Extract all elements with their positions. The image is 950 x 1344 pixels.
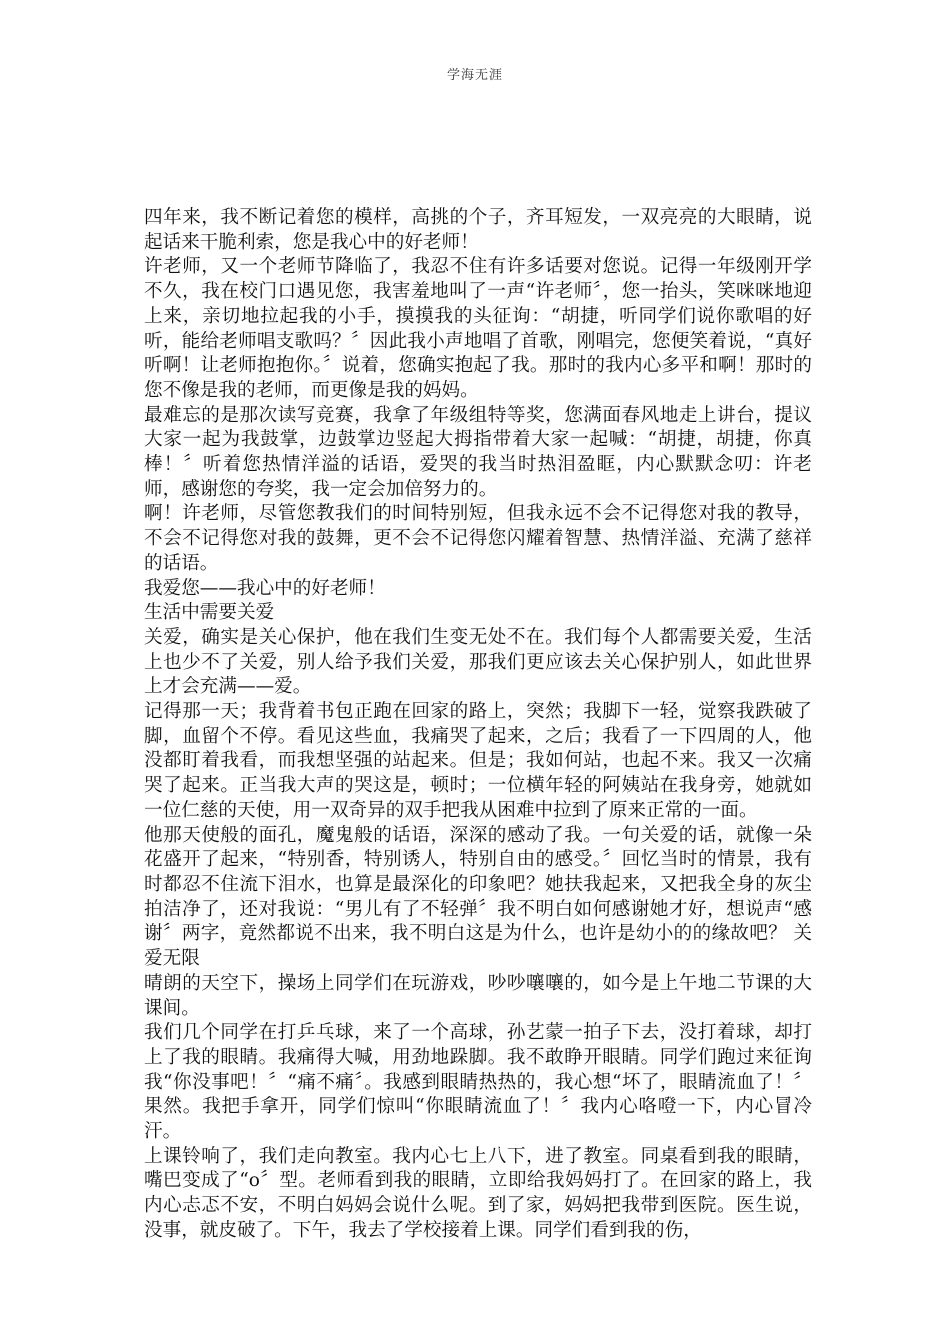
paragraph: 记得那一天；我背着书包正跑在回家的路上，突然；我脚下一轻，觉察我跌破了脚，血留个不停。看见这些血，我痛哭了起来，之后；我看了一下四周的人，他没都盯着我看，而我想坚强的站起来。但是；我如何站，也起不来。我又一次痛哭了起来。正当我大声的哭这是，顿时；一位横年轻的阿姨站在我身旁，她就如一位仁慈的天使，用一双奇异的双手把我从困难中拉到了原来正常的一面。	[144, 701, 812, 821]
paragraph: 许老师，又一个老师节降临了，我忍不住有许多话要对您说。记得一年级刚开学不久，我在校门口遇见您，我害羞地叫了一声“许老师〞，您一抬头，笑咪咪地迎上来，亲切地拉起我的小手，摸摸我的头征询：“胡捷，听同学们说你歌唱的好听，能给老师唱支歌吗？〞因此我小声地唱了首歌，刚唱完，您便笑着说，“真好听啊！让老师抱抱你。〞说着，您确实抱起了我。那时的我内心多平和啊！那时的您不像是我的老师，而更像是我的妈妈。	[144, 256, 812, 401]
paragraph: 关爱，确实是关心保护，他在我们生变无处不在。我们每个人都需要关爱，生活上也少不了关爱，别人给予我们关爱，那我们更应该去关心保护别人，如此世界上才会充满——爱。	[144, 626, 812, 698]
document-body	[144, 206, 812, 1244]
paragraph: 四年来，我不断记着您的模样，高挑的个子，齐耳短发，一双亮亮的大眼睛，说起话来干脆利索，您是我心中的好老师！	[144, 207, 812, 253]
page-header: 学海无涯	[446, 68, 503, 83]
paragraph: 最难忘的是那次读写竞赛，我拿了年级组特等奖，您满面春风地走上讲台，提议大家一起为我鼓掌，边鼓掌边竖起大拇指带着大家一起喊：“胡捷，胡捷，你真棒！〞听着您热情洋溢的话语，爱哭的我当时热泪盈眶，内心默默念叨：许老师，感谢您的夸奖，我一定会加倍努力的。	[144, 404, 812, 500]
paragraph: 他那天使般的面孔，魔鬼般的话语，深深的感动了我。一句关爱的话，就像一朵花盛开了起来，“特别香，特别诱人，特别自由的感受。〞回忆当时的情景，我有时都忍不住流下泪水，也算是最深化的印象吧？她扶我起来，又把我全身的灰尘拍洁净了，还对我说：“男儿有了不轻弹〞我不明白如何感谢她才好，想说声“感谢〞两字，竟然都说不出来，我不明白这是为什么，也许是幼小的的缘故吧？ 关爱无限	[144, 824, 812, 970]
paragraph: 啊！许老师，尽管您教我们的时间特别短，但我永远不会不记得您对我的教导，不会不记得您对我的鼓舞，更不会不记得您闪耀着智慧、热情洋溢、充满了慈祥的话语。	[144, 503, 812, 574]
paragraph: 我们几个同学在打乒乓球，来了一个高球，孙艺蒙一拍子下去，没打着球，却打上了我的眼睛。我痛得大喊，用劲地跺脚。我不敢睁开眼睛。同学们跑过来征询我“你没事吧！〞“痛不痛〞。我感到眼睛热热的，我心想“坏了，眼睛流血了！〞果然。我把手拿开，同学们惊叫“你眼睛流血了！〞我内心咯噔一下，内心冒冷汗。	[144, 1022, 812, 1143]
section-title: 生活中需要关爱	[144, 602, 275, 624]
paragraph: 晴朗的天空下，操场上同学们在玩游戏，吵吵嚷嚷的，如今是上午地二节课的大课间。	[144, 972, 812, 1019]
paragraph: 上课铃响了，我们走向教室。我内心七上八下，进了教室。同桌看到我的眼睛，嘴巴变成了“o〞型。老师看到我的眼睛，立即给我妈妈打了。在回家的路上，我内心忐忑不安，不明白妈妈会说什么呢。到了家，妈妈把我带到医院。医生说，没事，就皮破了。下午，我去了学校接着上课。同学们看到我的伤，	[144, 1145, 812, 1241]
paragraph: 我爱您——我心中的好老师！	[144, 577, 386, 599]
